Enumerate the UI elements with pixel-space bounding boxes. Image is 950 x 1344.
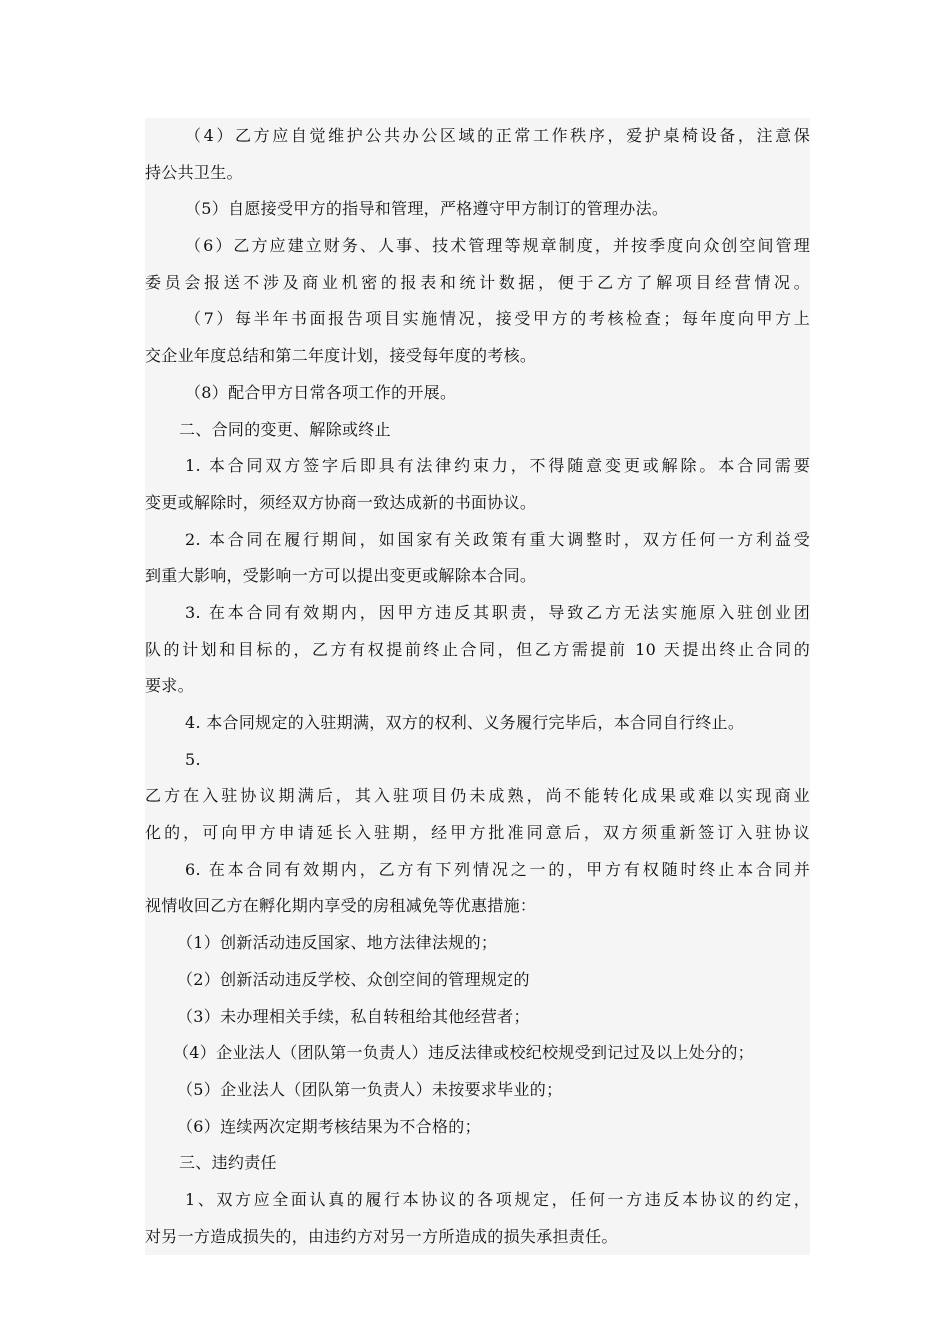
document-body [145, 118, 810, 1255]
list-item: （1）创新活动违反国家、地方法律法规的； [177, 933, 498, 953]
paragraph-line: 委员会报送不涉及商业机密的报表和统计数据，便于乙方了解项目经营情况。 [145, 272, 810, 292]
paragraph-line: 2. 本合同在履行期间，如国家有关政策有重大调整时，双方任何一方利益受 [185, 529, 810, 549]
paragraph-line: 视情收回乙方在孵化期内享受的房租减免等优惠措施： [145, 896, 537, 916]
list-item: （3）未办理相关手续，私自转租给其他经营者； [177, 1006, 530, 1026]
paragraph-line: 要求。 [145, 676, 194, 696]
paragraph-line: 4. 本合同规定的入驻期满，双方的权利、义务履行完毕后，本合同自行终止。 [185, 713, 745, 732]
paragraph-line: 到重大影响，受影响一方可以提出变更或解除本合同。 [145, 566, 537, 586]
paragraph-line: 交企业年度总结和第二年度计划，接受每年度的考核。 [145, 346, 537, 366]
list-item: （2）创新活动违反学校、众创空间的管理规定的 [177, 969, 530, 989]
paragraph-line: 乙方在入驻协议期满后，其入驻项目仍未成熟，尚不能转化成果或难以实现商业 [145, 786, 810, 806]
list-item: （6）连续两次定期考核结果为不合格的； [177, 1116, 481, 1136]
paragraph-line: （8）配合甲方日常各项工作的开展。 [185, 382, 457, 402]
paragraph-line: 6. 在本合同有效期内，乙方有下列情况之一的，甲方有权随时终止本合同并 [185, 859, 810, 879]
paragraph-line: 化的，可向甲方申请延长入驻期，经甲方批准同意后，双方须重新签订入驻协议 [145, 823, 810, 843]
paragraph-line: 1. 本合同双方签字后即具有法律约束力，不得随意变更或解除。本合同需要 [185, 456, 810, 476]
list-item: （5）企业法人（团队第一负责人）未按要求毕业的； [177, 1079, 563, 1099]
paragraph-line: （4）乙方应自觉维护公共办公区域的正常工作秩序，爱护桌椅设备，注意保 [185, 126, 810, 145]
paragraph-line: 变更或解除时，须经双方协商一致达成新的书面协议。 [145, 492, 537, 512]
paragraph-line: 持公共卫生。 [145, 162, 243, 182]
paragraph-line: （5）自愿接受甲方的指导和管理，严格遵守甲方制订的管理办法。 [185, 199, 669, 219]
list-item: （4）企业法人（团队第一负责人）违反法律或校纪校规受到记过及以上处分的； [173, 1043, 754, 1063]
paragraph-line: 对另一方造成损失的，由违约方对另一方所造成的损失承担责任。 [145, 1226, 618, 1246]
section-heading: 二、合同的变更、解除或终止 [179, 419, 391, 439]
paragraph-line: 5. [185, 749, 201, 769]
paragraph-line: （6）乙方应建立财务、人事、技术管理等规章制度，并按季度向众创空间管理 [185, 236, 810, 256]
section-heading: 三、违约责任 [179, 1153, 277, 1173]
paragraph-line: （7）每半年书面报告项目实施情况，接受甲方的考核检查；每年度向甲方上 [185, 309, 810, 329]
paragraph-line: 1、双方应全面认真的履行本协议的各项规定，任何一方违反本协议的约定， [185, 1189, 810, 1209]
paragraph-line: 3. 在本合同有效期内，因甲方违反其职责，导致乙方无法实施原入驻创业团 [185, 602, 810, 622]
paragraph-line: 队的计划和目标的，乙方有权提前终止合同，但乙方需提前 10 天提出终止合同的 [145, 639, 810, 659]
